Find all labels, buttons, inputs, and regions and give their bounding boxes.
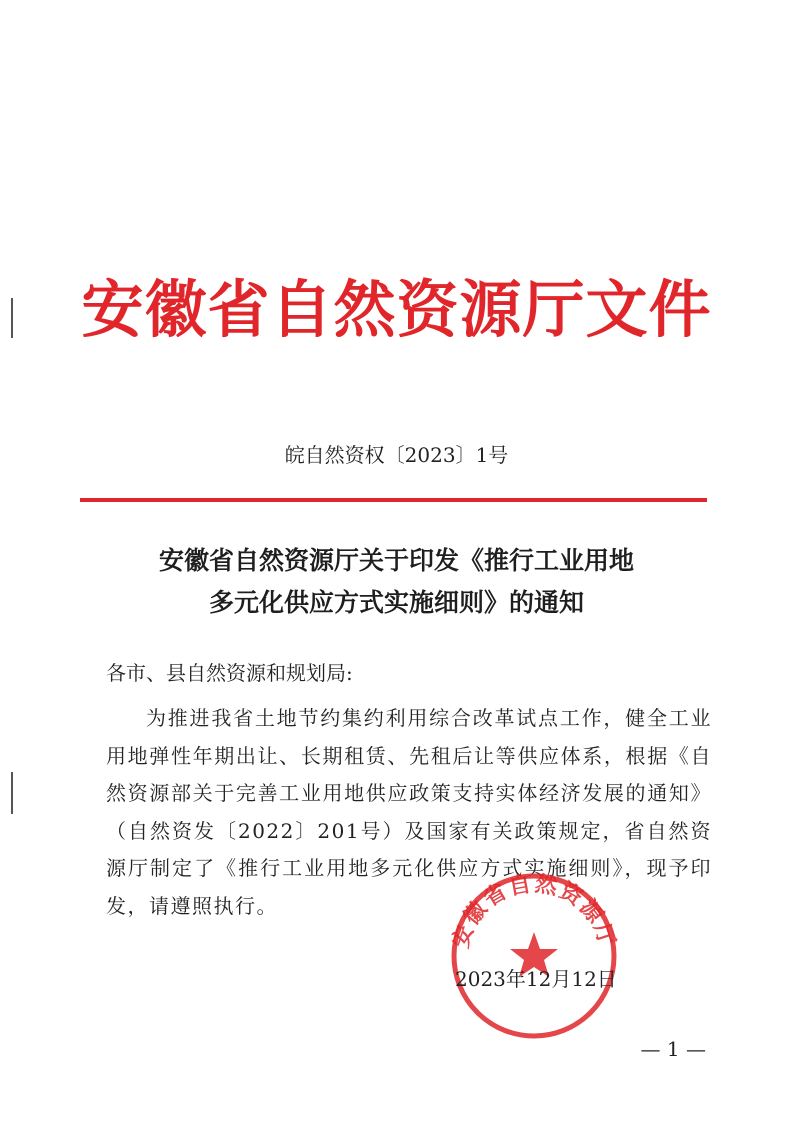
seal-text: 安徽省自然资源厅 [448, 871, 620, 952]
document-title [60, 540, 733, 624]
official-seal [448, 870, 620, 1042]
title-line-1: 安徽省自然资源厅关于印发《推行工业用地 [158, 546, 634, 575]
binding-mark-bottom [11, 772, 13, 814]
document-number: 皖自然资权〔2023〕1号 [284, 443, 509, 467]
red-divider [80, 498, 707, 502]
salutation: 各市、县自然资源和规划局: [106, 661, 353, 685]
issue-date: 2023年12月12日 [455, 967, 617, 991]
body-paragraph: 为推进我省土地节约集约利用综合改革试点工作，健全工业用地弹性年期出让、长期租赁、先租后让等供应体系，根据《自然资源部关于完善工业用地供应政策支持实体经济发展的通知》（自然资发〔2022〕201号）及国家有关政策规定，省自然资源厅制定了《推行工业用地多元化供应方式实施细则》，现予印发，请遵照执行。 [106, 706, 712, 918]
document-header: 安徽省自然资源厅文件 [81, 273, 712, 346]
page-number: — 1 — [640, 1037, 706, 1061]
title-line-2: 多元化供应方式实施细则》的通知 [208, 588, 584, 617]
